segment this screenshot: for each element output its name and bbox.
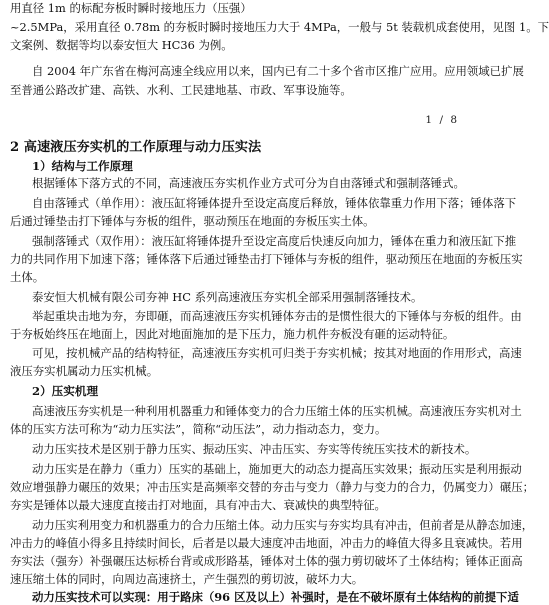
text-line: 用直径 1m 的标配夯板时瞬时接地压力（压强） xyxy=(10,1,252,15)
paragraph-line: 体的压实方法可称为“动力压实法”，简称“动压法”，动力指动态力，变力。 xyxy=(10,422,387,436)
paragraph-line: 高速液压夯实机是一种利用机器重力和锤体变力的合力压缩土体的压实机械。高速液压夯实机对土 xyxy=(32,404,522,418)
paragraph-line: 后通过锤垫击打下锤体与夯板的组件，驱动预压在地面的夯板压实土体。 xyxy=(10,214,375,228)
paragraph-line: 土体。 xyxy=(10,270,45,284)
paragraph-line: 自由落锤式（单作用）：液压缸将锤体提升至设定高度后释放，锤体依靠重力作用下落；锤体落下 xyxy=(32,196,517,210)
paragraph-line: 泰安恒大机械有限公司夯神 HC 系列高速液压夯实机全部采用强制落锤技术。 xyxy=(32,290,423,304)
paragraph-line: 举起重块击地为夯，夯即砸，而高速液压夯实机锤体夯击的是惯性很大的下锤体与夯板的组件。由 xyxy=(32,309,522,323)
text-line: 自 2004 年广东省在梅河高速全线应用以来，国内已有二十多个省市区推广应用。应用领域已扩展 xyxy=(32,64,524,78)
paragraph-line: 液压夯实机属动力压实机械。 xyxy=(10,364,159,378)
text-line: 至普通公路改扩建、高铁、水利、工民建地基、市政、军事设施等。 xyxy=(10,83,352,97)
paragraph-line: 冲击力的峰值小得多且持续时间长，后者是以最大速度冲击地面，冲击力的峰值大得多且衰减快。若用 xyxy=(10,536,523,550)
paragraph-line: 强制落锤式（双作用）：液压缸将锤体提升至设定高度后快速反向加力，锤体在重力和液压缸下推 xyxy=(32,234,517,248)
paragraph-line: 速压缩土体的同时，向周边高速挤土，产生强烈的剪切波，破坏力大。 xyxy=(10,572,364,586)
paragraph-line: 力的共同作用下加速下落；锤体落下后通过锤垫击打下锤体与夯板的组件，驱动预压在地面的夯板压实 xyxy=(10,252,523,266)
subsection-heading: 1）结构与工作原理 xyxy=(32,159,133,173)
paragraph-line: 动力压实是在静力（重力）压实的基础上，施加更大的动态力提高压实效果；振动压实是利用振动 xyxy=(32,462,522,476)
paragraph-line: 动力压实技术是区别于静力压实、振动压实、冲击压实、夯实等传统压实技术的新技术。 xyxy=(32,442,477,456)
paragraph-line: 于夯板始终压在地面上，因此对地面施加的是下压力，施力机件夯板没有砸的运动特征。 xyxy=(10,327,455,341)
text-line: 文案例、数据等均以泰安恒大 HC36 为例。 xyxy=(10,38,233,52)
paragraph-line: 效应增强静力碾压的效果；冲击压实是高频率交替的夯击与变力（静力与变力的合力，仍属变力）碾压； xyxy=(10,480,534,494)
paragraph-line: 动力压实技术可以实现：用于路床（96 区及以上）补强时，是在不破坏原有土体结构的前提下适 xyxy=(32,590,519,604)
section-heading: 2 高速液压夯实机的工作原理与动力压实法 xyxy=(10,140,262,155)
page-number: 1 / 8 xyxy=(425,114,459,126)
paragraph-line: 动力压实利用变力和机器重力的合力压缩土体。动力压实与夯实均具有冲击，但前者是从静态加速， xyxy=(32,518,534,532)
paragraph-line: 夯实法（强夯）补强碾压达标桥台背或成形路基，锤体对土体的强力剪切破坏了土体结构；锤体正面高 xyxy=(10,554,523,568)
page-break xyxy=(0,132,481,133)
paragraph-line: 可见，按机械产品的结构特征，高速液压夯实机可归类于夯实机械；按其对地面的作用形式，高速 xyxy=(32,346,522,360)
subsection-heading: 2）压实机理 xyxy=(32,384,99,398)
text-line: ~2.5MPa，采用直径 0.78m 的夯板时瞬时接地压力大于 4MPa，一般与 5t 装载机成套使用，见图 1。下 xyxy=(10,20,549,34)
paragraph-line: 夯实是锤体以最大速度直接击打对地面，具有冲击大、衰减快的典型特征。 xyxy=(10,498,386,512)
paragraph-line: 根据锤体下落方式的不同，高速液压夯实机作业方式可分为自由落锤式和强制落锤式。 xyxy=(32,176,465,190)
